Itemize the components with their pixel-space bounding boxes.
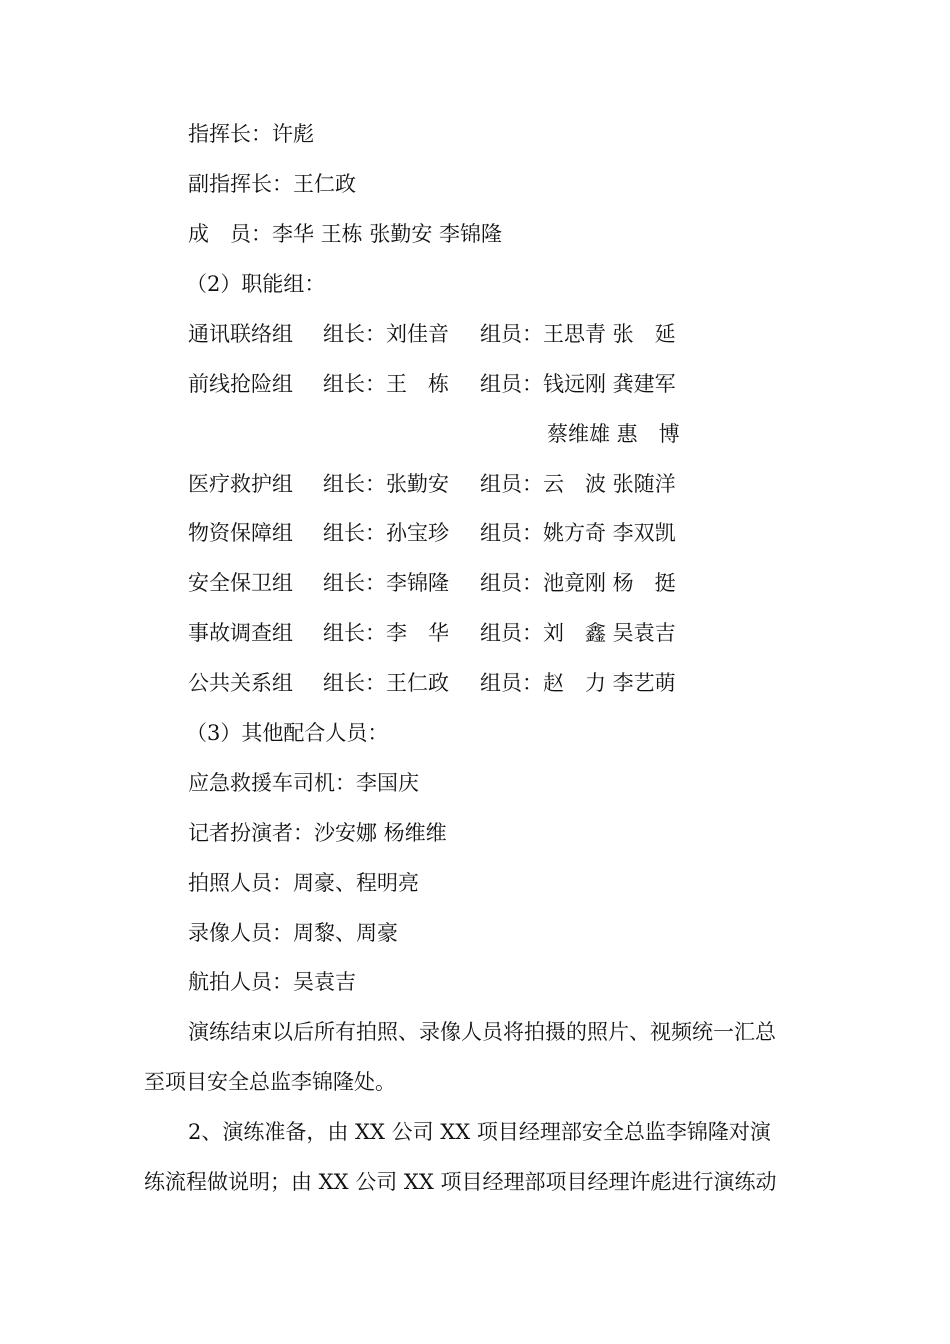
group-members: 组员：姚方奇 李双凯 [480, 521, 676, 545]
group-members: 组员：云 波 张随洋 [480, 472, 676, 496]
group-leader: 组长：王仁政 [323, 671, 449, 695]
group-name: 公共关系组 [188, 671, 293, 695]
group-members: 组员：钱远刚 龚建军 [480, 372, 676, 396]
other-staff-item: 航拍人员：吴袁吉 [188, 970, 356, 994]
deputy-commander-line: 副指挥长：王仁政 [188, 172, 356, 196]
group-name: 前线抢险组 [188, 372, 293, 396]
group-leader: 组长：孙宝珍 [323, 521, 449, 545]
other-staff-item: 应急救援车司机：李国庆 [188, 771, 419, 795]
group-members: 组员：刘 鑫 吴袁吉 [480, 621, 676, 645]
paragraph-line: 2、演练准备，由 XX 公司 XX 项目经理部安全总监李锦隆对演 [188, 1120, 771, 1144]
group-leader: 组长：李锦隆 [323, 571, 449, 595]
group-leader: 组长：王 栋 [323, 372, 449, 396]
group-name: 医疗救护组 [188, 472, 293, 496]
group-members: 组员：王思青 张 延 [480, 322, 676, 346]
other-staff-heading: （3）其他配合人员： [186, 721, 389, 745]
group-members-continued: 蔡维雄 惠 博 [547, 422, 680, 446]
group-leader: 组长：李 华 [323, 621, 449, 645]
group-name: 物资保障组 [188, 521, 293, 545]
other-staff-item: 录像人员：周黎、周豪 [188, 921, 398, 945]
group-members: 组员：赵 力 李艺萌 [480, 671, 676, 695]
paragraph-line: 至项目安全总监李锦隆处。 [144, 1070, 396, 1094]
functional-groups-heading: （2）职能组： [186, 272, 326, 296]
group-name: 事故调查组 [188, 621, 293, 645]
members-line: 成 员：李华 王栋 张勤安 李锦隆 [188, 222, 503, 246]
group-name: 通讯联络组 [188, 322, 293, 346]
group-name: 安全保卫组 [188, 571, 293, 595]
paragraph-line: 演练结束以后所有拍照、录像人员将拍摄的照片、视频统一汇总 [188, 1020, 776, 1044]
commander-line: 指挥长：许彪 [188, 122, 314, 146]
group-leader: 组长：刘佳音 [323, 322, 449, 346]
group-leader: 组长：张勤安 [323, 472, 449, 496]
group-members: 组员：池竟刚 杨 挺 [480, 571, 676, 595]
other-staff-item: 记者扮演者：沙安娜 杨维维 [188, 821, 447, 845]
other-staff-item: 拍照人员：周豪、程明亮 [188, 871, 419, 895]
paragraph-line: 练流程做说明；由 XX 公司 XX 项目经理部项目经理许彪进行演练动 [144, 1170, 777, 1194]
